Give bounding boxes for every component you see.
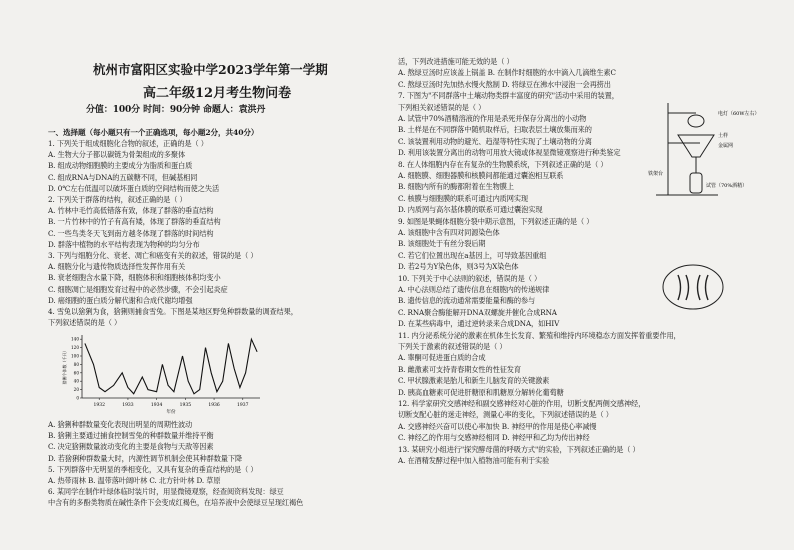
question-line: B. 细胞内所有的酶都附着在生物膜上 <box>398 182 514 192</box>
lynx-population-chart <box>60 330 270 415</box>
y-tick-label: 80 <box>73 361 79 367</box>
question-line: 12. 科学家研究交感神经和副交感神经对心脏的作用，切断支配两侧交感神经， <box>398 399 646 408</box>
y-tick-label: 100 <box>71 353 79 359</box>
question-line: 活，下列改进措施可能无效的是（ ） <box>398 57 514 66</box>
question-line: D. 若猞猁种群数量大时，内源性调节机制会使其种群数量下降 <box>48 453 243 463</box>
question-line: B. 衰老细胞含水量下降，细胞体积和细胞核体积均变小 <box>48 273 221 283</box>
question-line: C. 若它们位置出现在a基因上，可导致基因重组 <box>398 250 547 260</box>
question-line: A. 细胞膜、细胞器膜和核膜间都能通过囊泡相互联系 <box>398 171 564 180</box>
question-line: B. 遗传信息的流动通常需要能量和酶的参与 <box>398 296 536 306</box>
x-tick-label: 1934 <box>150 403 163 408</box>
question-line: D. 群落中植物的水平结构表现为物种的均匀分布 <box>48 239 200 249</box>
y-tick-label: 60 <box>73 370 79 376</box>
question-line: C. 该装置利用动物的避光、趋湿等特性实现了土壤动物的分离 <box>398 136 592 146</box>
label-lamp: 电灯（60W左右） <box>718 111 760 117</box>
question-line: D. 在某些病毒中，通过逆转录来合成DNA，如HIV <box>398 319 560 329</box>
x-tick-label: 1932 <box>93 403 105 408</box>
x-tick-label: 1937 <box>237 403 249 408</box>
question-line: A. 生物大分子都以碳链为骨架组成的多聚体 <box>48 150 186 160</box>
question-line: D. 0℃左右低温可以破坏蛋白质的空间结构而使之失活 <box>48 183 220 193</box>
label-tube: 试管（70%酒精） <box>706 183 748 189</box>
question-line: 4. 雪兔以猞猁为食，猞猁则捕食雪兔。下图是某地区野兔种群数量的调查结果， <box>48 307 298 316</box>
question-line: D. 利用该装置分离出的动物可用放大镜或体视显微镜观察进行种类鉴定 <box>398 148 621 158</box>
question-line: A. 在酒精发酵过程中加入植物油可能有利于实验 <box>398 456 550 465</box>
question-line: B. 该细胞处于有丝分裂后期 <box>398 239 486 249</box>
question-line: D. 癌细胞的蛋白质分解代谢和合成代谢均增强 <box>48 295 193 305</box>
question-line: A. 细胞分化与遗传物质选择性发挥作用有关 <box>48 262 186 272</box>
question-line: B. 一片竹林中的竹子有高有矮，体现了群落的垂直结构 <box>48 217 221 227</box>
question-line: B. 雌激素可支持青春期女性的性征发育 <box>398 364 521 374</box>
lynx-population-line <box>85 339 257 394</box>
x-tick-label: 1933 <box>122 403 134 408</box>
question-line: 下列叙述错误的是（ ） <box>48 318 122 328</box>
question-line: C. RNA聚合酶能解开DNA双螺旋并催化合成RNA <box>398 307 557 317</box>
tullgren-funnel-figure <box>648 95 778 205</box>
question-line: 10. 下列关于中心法则的叙述，错误的是（ ） <box>398 273 542 283</box>
y-tick-label: 40 <box>73 378 79 384</box>
question-line: C. 决定猞猁数量波动变化的主要是食物与天敌等因素 <box>48 442 214 452</box>
question-line: A. 猞猁种群数量变化表现出明显的周期性波动 <box>48 420 193 429</box>
section-one-heading: 一、选择题（每小题只有一个正确选项，每小题2分，共40分） <box>48 128 259 137</box>
question-line: 2. 下列关于群落的结构，叙述正确的是（ ） <box>48 195 187 204</box>
label-stand: 铁架台 <box>648 171 664 177</box>
fruitfly-cell-figure <box>658 260 728 315</box>
question-line: A. 交感神经兴奋可以使心率加快 B. 神经甲的作用是使心率减慢 <box>398 421 597 431</box>
question-line: B. 猞猁主要通过捕食控制雪兔的种群数量并维持平衡 <box>48 431 214 441</box>
question-line: C. 一些鸟类冬天飞到南方越冬体现了群落的时间结构 <box>48 228 214 238</box>
question-line: D. 内质网与高尔基体膜的联系可通过囊泡实现 <box>398 205 543 215</box>
y-axis-title: 猞猁个体数（千只） <box>62 348 67 385</box>
question-line: A. 熬绿豆汤时应该盖上锅盖 B. 在制作时细胞的水中滴入几滴维生素C <box>398 68 616 78</box>
question-line: 下列关于激素的叙述错误的是（ ） <box>398 342 507 351</box>
exam-info: 分值：100分 时间：90分钟 命题人：袁洪丹 <box>86 105 266 115</box>
question-line: C. 核膜与细胞膜的联系可通过内质网实现 <box>398 193 529 203</box>
question-line: 11. 内分泌系统分泌的激素在机体生长发育、繁殖和维持内环境稳态方面发挥着重要作用， <box>398 330 681 340</box>
question-line: B. 组成动物细胞膜的主要成分为脂质和蛋白质 <box>48 161 193 171</box>
question-line: A. 热带雨林 B. 温带落叶阔叶林 C. 北方针叶林 D. 草原 <box>48 476 221 485</box>
x-tick-label: 1935 <box>179 403 192 408</box>
question-line: C. 甲状腺激素是胎儿和新生儿脑发育的关键激素 <box>398 376 550 386</box>
question-line: 5. 下列群落中无明显的季相变化，又具有复杂的垂直结构的是（ ） <box>48 464 258 474</box>
label-soil: 土样 <box>718 133 729 139</box>
y-tick-label: 140 <box>71 336 79 342</box>
label-mesh: 金属网 <box>718 143 734 149</box>
question-line: 1. 下列关于组成细胞化合物的叙述，正确的是（ ） <box>48 139 208 148</box>
question-line: 3. 下列与细胞分化、衰老、凋亡和癌变有关的叙述，错误的是（ ） <box>48 251 258 260</box>
question-line: 9. 如图是果蝇体细胞分裂中期示意图，下列叙述正确的是（ ） <box>398 216 594 226</box>
question-line: 8. 在人体细胞内存在有复杂的生物膜系统，下列叙述正确的是（ ） <box>398 159 608 169</box>
school-title: 杭州市富阳区实验中学2023学年第一学期 <box>93 62 328 77</box>
question-line: 7. 下图为"不同群落中土壤动物类群丰富度的研究"活动中采用的装置， <box>398 91 619 101</box>
x-tick-label: 1936 <box>208 403 220 408</box>
y-tick-label: 20 <box>73 387 79 393</box>
y-tick-label: 120 <box>71 345 79 351</box>
question-line: A. 试管中70%酒精溶液的作用是杀死并保存分离出的小动物 <box>398 114 587 123</box>
question-line: 6. 某同学在制作叶绿体临时装片时，用显微镜观察，经查阅资料发现：绿豆 <box>48 487 284 497</box>
question-line: A. 中心法则总结了遗传信息在细胞内的传递规律 <box>398 285 550 294</box>
question-line: C. 组成RNA与DNA的五碳糖不同，但碱基相同 <box>48 172 198 182</box>
question-line: B. 土样是在不同群落中随机取样后，扫取表层土壤放集而来的 <box>398 125 592 135</box>
question-line: A. 竹林中毛竹高低错落有致，体现了群落的垂直结构 <box>48 206 214 216</box>
question-line: C. 熬绿豆汤时先加热水慢火熬制 D. 将绿豆在沸水中浸泡一会再捞出 <box>398 79 611 89</box>
question-line: C. 神经乙的作用与交感神经相同 D. 神经甲和乙均为传出神经 <box>398 433 590 443</box>
question-line: 中含有的多酚类物质在碱性条件下会变成红褐色，在培养液中会使绿豆呈现红褐色 <box>48 498 304 508</box>
y-tick-label: 0 <box>76 395 79 401</box>
question-line: D. 若2号为Y染色体，则3号为X染色体 <box>398 262 519 272</box>
question-line: 切断支配心脏的迷走神经，测量心率的变化，下列叙述错误的是（ ） <box>398 410 613 420</box>
question-line: 13. 某研究小组进行"探究酵母菌的呼吸方式"的实验，下列叙述正确的是（ ） <box>398 444 640 454</box>
x-axis-title: 年份 <box>166 410 176 415</box>
question-line: A. 该细胞中含有四对同源染色体 <box>398 228 500 237</box>
question-line: C. 细胞凋亡是细胞发育过程中的必然步骤，不会引起炎症 <box>48 284 228 294</box>
exam-title: 高二年级12月考生物问卷 <box>143 86 292 101</box>
question-line: A. 睾酮可促进蛋白质的合成 <box>398 353 486 363</box>
question-line: D. 胰高血糖素可促进肝糖原和肌糖原分解转化葡萄糖 <box>398 387 564 397</box>
question-line: 下列相关叙述错误的是（ ） <box>398 102 486 112</box>
